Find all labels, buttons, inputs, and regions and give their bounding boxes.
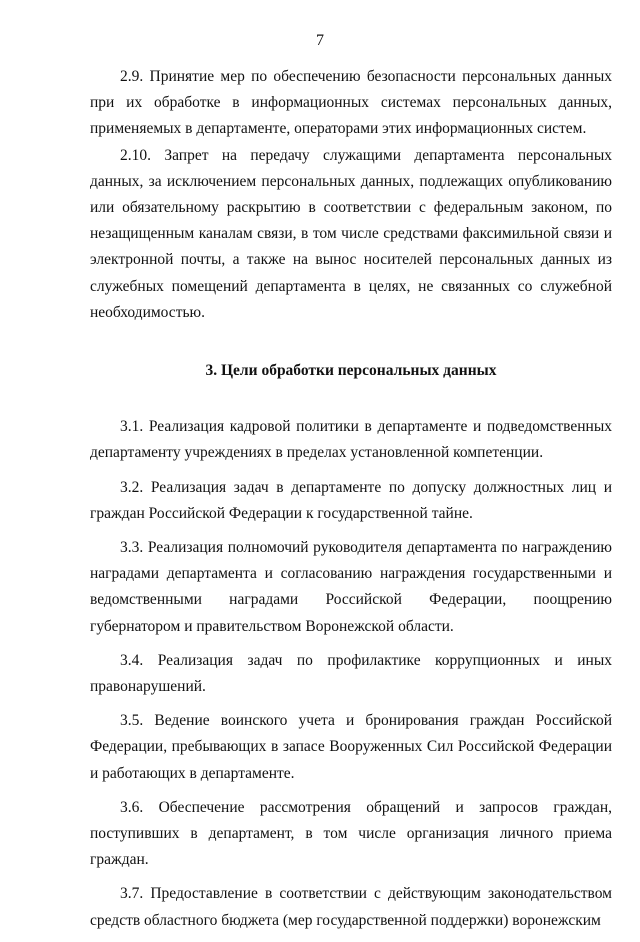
paragraph-3-1: 3.1. Реализация кадровой политики в департаменте и подведомственных департаменту учреждениях в пределах установленной компетенции. [90,418,612,462]
paragraph-2-10: 2.10. Запрет на передачу служащими департамента персональных данных, за исключением персональных данных, подлежащих опубликованию или обязательному раскрытию в соответствии с федеральным законом, по незащищенным каналам связи, в том числе средствами факсимильной связи и электронной почты, а также на вынос носителей персональных данных из служебных помещений департамента в целях, не связанных со служебной необходимостью. [90,146,612,321]
paragraph-3-7: 3.7. Предоставление в соответствии с действующим законодательством средств областного бюджета (мер государственной поддержки) воронежским [90,885,612,929]
section-3 [90,414,612,934]
document-body [90,64,612,942]
paragraph-3-4: 3.4. Реализация задач по профилактике коррупционных и иных правонарушений. [90,651,612,696]
page-number: 7 [316,32,324,49]
paragraph-3-3: 3.3. Реализация полномочий руководителя департамента по награждению наградами департамента и согласованию награждения государственными и ведомственными наградами Российской Федерации, поощрению губернатором и правительством Воронежской области. [90,539,612,635]
paragraph-3-2: 3.2. Реализация задач в департаменте по допуску должностных лиц и граждан Российской Федерации к государственной тайне. [90,478,612,522]
section-2-continuation [90,64,612,326]
paragraph-2-9: 2.9. Принятие мер по обеспечению безопасности персональных данных при их обработке в информационных системах персональных данных, применяемых в департаменте, операторами этих информационных систем. [90,68,612,138]
paragraph-3-6: 3.6. Обеспечение рассмотрения обращений и запросов граждан, поступивших в департамент, в том числе организация личного приема граждан. [90,798,612,869]
section-3-heading: 3. Цели обработки персональных данных [205,362,497,380]
paragraph-3-5: 3.5. Ведение воинского учета и бронирования граждан Российской Федерации, пребывающих в запасе Вооруженных Сил Российской Федерации и работающих в департаменте. [90,712,612,782]
